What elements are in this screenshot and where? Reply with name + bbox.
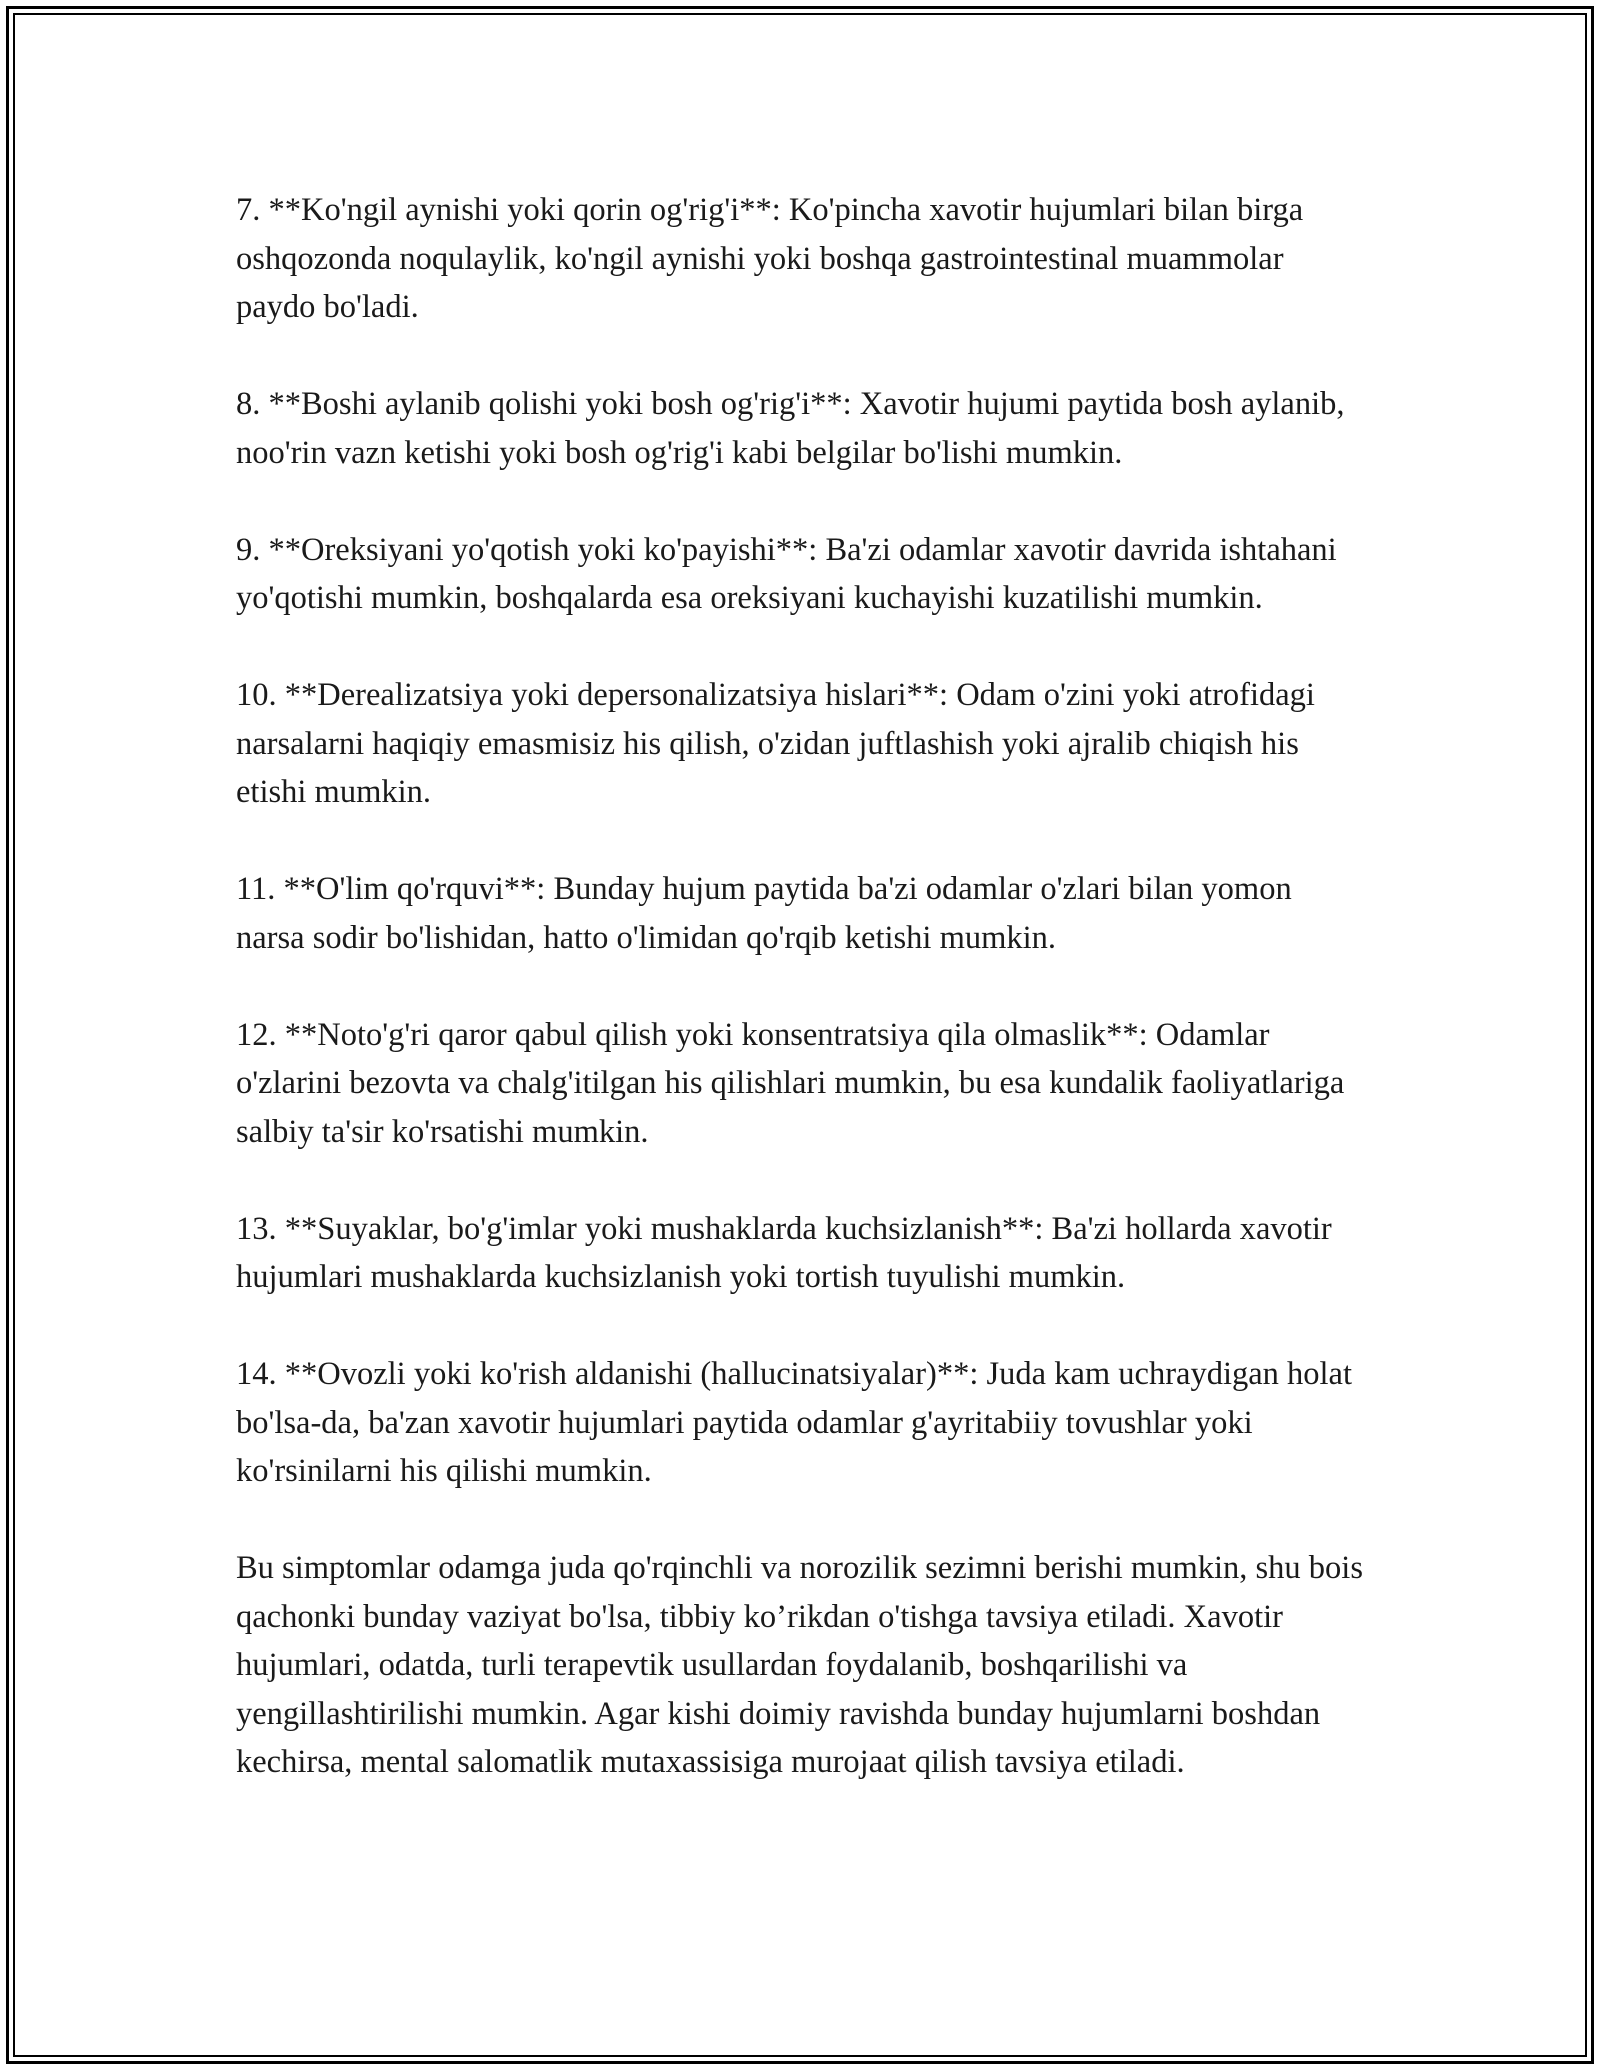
list-item-7: 7. **Ko'ngil aynishi yoki qorin og'rig'i**: Ko'pincha xavotir hujumlari bilan birga oshqozonda noqulaylik, ko'ngil aynishi yoki boshqa gastrointestinal muammolar paydo bo'ladi. xyxy=(236,192,1304,325)
conclusion-paragraph: Bu simptomlar odamga juda qo'rqinchli va norozilik sezimni berishi mumkin, shu bois qachonki bunday vaziyat bo'lsa, tibbiy ko’rikdan o'tishga tavsiya etiladi. Xavotir hujumlari, odatda, turli terapevtik usullardan foydalanib, boshqarilishi va yengillashtirilishi mumkin. Agar kishi doimiy ravishda bunday hujumlarni boshdan kechirsa, mental salomatlik mutaxassisiga murojaat qilish tavsiya etiladi. xyxy=(236,1550,1363,1780)
list-item-8: 8. **Boshi aylanib qolishi yoki bosh og'rig'i**: Xavotir hujumi paytida bosh aylanib, noo'rin vazn ketishi yoki bosh og'rig'i kabi belgilar bo'lishi mumkin. xyxy=(236,386,1345,471)
list-item-10: 10. **Derealizatsiya yoki depersonalizatsiya hislari**: Odam o'zini yoki atrofidagi narsalarni haqiqiy emasmisiz his qilish, o'zidan juftlashish yoki ajralib chiqish his etishi mumkin. xyxy=(236,677,1315,810)
document-body xyxy=(236,186,1366,1835)
list-item-14: 14. **Ovozli yoki ko'rish aldanishi (hallucinatsiyalar)**: Juda kam uchraydigan holat bo'lsa-da, ba'zan xavotir hujumlari paytida odamlar g'ayritabiiy tovushlar yoki ko'rsinilarni his qilishi mumkin. xyxy=(236,1356,1353,1489)
list-item-13: 13. **Suyaklar, bo'g'imlar yoki mushaklarda kuchsizlanish**: Ba'zi hollarda xavotir hujumlari mushaklarda kuchsizlanish yoki tortish tuyulishi mumkin. xyxy=(236,1210,1332,1295)
list-item-9: 9. **Oreksiyani yo'qotish yoki ko'payishi**: Ba'zi odamlar xavotir davrida ishtahani yo'qotishi mumkin, boshqalarda esa oreksiyani kuchayishi kuzatilishi mumkin. xyxy=(236,531,1337,616)
list-item-12: 12. **Noto'g'ri qaror qabul qilish yoki konsentratsiya qila olmaslik**: Odamlar o'zlarini bezovta va chalg'itilgan his qilishlari mumkin, bu esa kundalik faoliyatlariga salbiy ta'sir ko'rsatishi mumkin. xyxy=(236,1016,1345,1150)
list-item-11: 11. **O'lim qo'rquvi**: Bunday hujum paytida ba'zi odamlar o'zlari bilan yomon narsa sodir bo'lishidan, hatto o'limidan qo'rqib ketishi mumkin. xyxy=(236,871,1292,956)
